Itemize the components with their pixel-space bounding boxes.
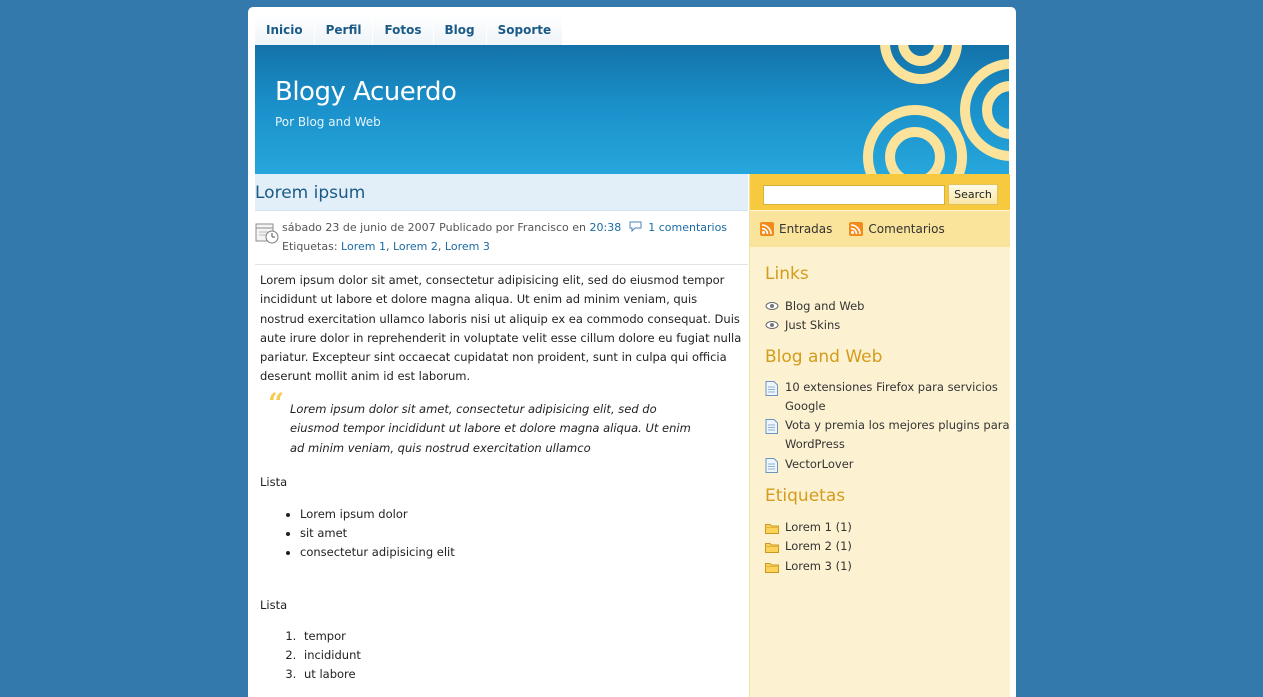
feed-entries-link[interactable] [760, 222, 832, 236]
feed-comments-link[interactable] [849, 222, 944, 236]
tag-separator: , [385, 240, 393, 253]
tag-item-label: Lorem 3 (1) [785, 558, 852, 573]
eye-icon [765, 301, 779, 311]
blog-item-label: VectorLover [785, 456, 854, 471]
post-blockquote [268, 386, 698, 459]
folder-icon [765, 523, 779, 534]
quote-text: Lorem ipsum dolor sit amet, consectetur adipisicing elit, sed do eiusmod tempor incididunt ut labore et dolore magna aliqua. Ut enim ad minim veniam, quis nostrud exercitation ullamco [290, 401, 691, 455]
feed-comments-label: Comentarios [868, 222, 945, 236]
site-title[interactable]: Blogy Acuerdo [275, 77, 457, 107]
document-icon [765, 381, 778, 396]
post-tag-link[interactable]: Lorem 2 [392, 240, 438, 253]
list-item: • sit amet [300, 524, 743, 543]
post-meta [255, 211, 748, 265]
links-widget [750, 247, 1010, 336]
folder-icon [765, 562, 779, 573]
nav-perfil[interactable]: Perfil [315, 15, 374, 45]
list-item: • Lorem ipsum dolor [300, 505, 743, 524]
post-paragraph: Lorem ipsum dolor sit amet, consectetur adipisicing elit, sed do eiusmod tempor incididunt ut labore et dolore magna aliqua. Ut enim ad minim veniam, quis nostrud exercitation ullamco laboris nisi ut aliquip ex ea commodo consequat. Duis aute irure dolor in reprehenderit in voluptate velit esse cillum dolore eu fugiat nulla pariatur. Excepteur sint occaecat cupidatat non proident, sunt in culpa qui officia deserunt mollit anim id est laborum. [260, 273, 742, 384]
tag-separator: , [437, 240, 445, 253]
rss-icon [760, 222, 774, 236]
quote-mark-icon: “ [268, 386, 285, 420]
site-header [255, 45, 1009, 174]
page-container [248, 7, 1016, 697]
tag-item-label: Lorem 1 (1) [785, 520, 852, 535]
feed-entries-label: Entradas [779, 222, 833, 236]
folder-icon [765, 542, 779, 553]
tags-widget [750, 474, 1010, 576]
nav-inicio[interactable]: Inicio [255, 15, 315, 45]
speech-bubble-icon [629, 221, 642, 232]
post-tag-link[interactable]: Lorem 3 [444, 240, 490, 253]
list-item: 1. tempor [300, 627, 743, 646]
rss-icon [849, 222, 863, 236]
blog-widget-title: Blog and Web [765, 346, 883, 367]
post-time-link[interactable]: 20:38 [589, 221, 622, 234]
list-item: 2. incididunt [300, 646, 743, 665]
tag-item[interactable] [765, 537, 1010, 556]
post-comments-link[interactable]: 1 comentarios [648, 221, 728, 234]
post-title-bar [255, 174, 748, 211]
tag-item[interactable] [765, 557, 1010, 576]
decorative-rings-icon [849, 45, 1009, 174]
blog-item[interactable] [765, 416, 1010, 455]
search-bar [750, 174, 1010, 210]
post-body [255, 265, 748, 685]
list-item: • consectetur adipisicing elit [300, 543, 743, 562]
list-label: Lista [260, 597, 288, 612]
search-input[interactable] [763, 185, 945, 205]
post-date: sábado 23 de junio de 2007 Publicado por Francisco en [282, 221, 590, 234]
top-navigation [255, 15, 563, 45]
document-icon [765, 419, 778, 434]
bullet-list [260, 505, 743, 562]
numbered-list [260, 627, 743, 685]
calendar-clock-icon [255, 222, 279, 244]
site-subtitle: Por Blog and Web [275, 115, 381, 129]
nav-soporte[interactable]: Soporte [487, 15, 564, 45]
post-tags-label: Etiquetas: [282, 240, 342, 253]
link-item-label: Just Skins [785, 318, 841, 333]
nav-blog[interactable]: Blog [434, 15, 487, 45]
sidebar [749, 174, 1010, 697]
tag-item[interactable] [765, 518, 1010, 537]
tag-item-label: Lorem 2 (1) [785, 539, 852, 554]
eye-icon [765, 320, 779, 330]
blog-item[interactable] [765, 455, 1010, 474]
post-tag-link[interactable]: Lorem 1 [341, 240, 386, 253]
links-widget-title: Links [765, 264, 809, 284]
feed-links [750, 210, 1010, 247]
blog-item-label: 10 extensiones Firefox para servicios Google [785, 379, 998, 413]
list-item: 3. ut labore [300, 665, 743, 684]
blog-item[interactable] [765, 378, 1010, 417]
list-label: Lista [260, 475, 288, 490]
document-icon [765, 458, 778, 473]
blog-item-label: Vota y premia los mejores plugins para WordPress [785, 418, 1010, 452]
tags-widget-title: Etiquetas [765, 486, 846, 507]
blog-widget [750, 336, 1010, 474]
link-item[interactable] [765, 297, 1010, 316]
main-content [255, 174, 748, 685]
search-button[interactable]: Search [948, 184, 998, 205]
link-item-label: Blog and Web [785, 299, 865, 313]
post-title[interactable]: Lorem ipsum [255, 183, 366, 203]
link-item[interactable] [765, 316, 1010, 335]
nav-fotos[interactable]: Fotos [373, 15, 433, 45]
